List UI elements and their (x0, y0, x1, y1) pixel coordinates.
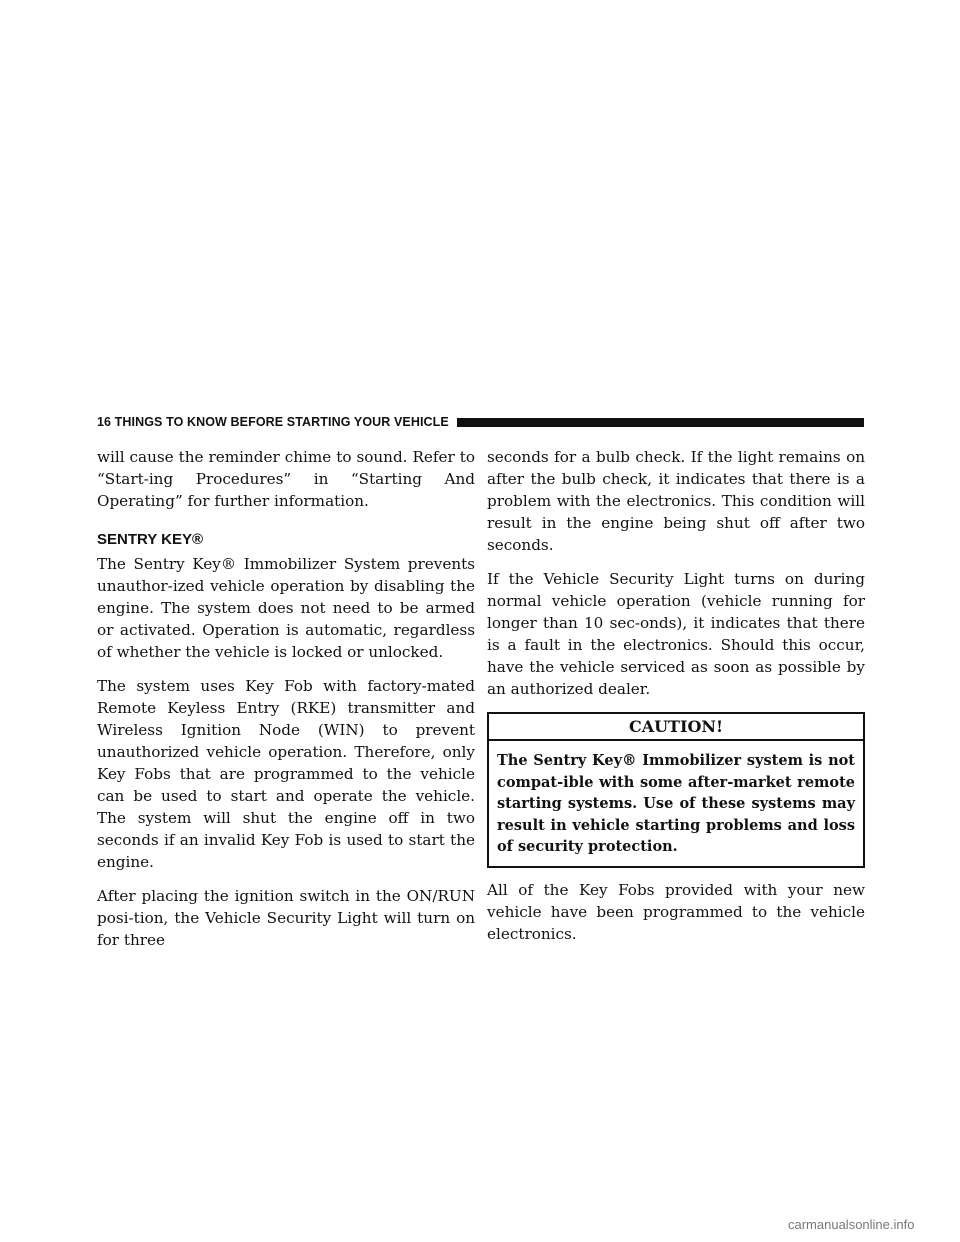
watermark: carmanualsonline.info (788, 1217, 915, 1232)
paragraph: If the Vehicle Security Light turns on during normal vehicle operation (vehicle running for longer than 10 sec-onds), it indicates that there is a fault in the electronics. Should this occur, have the vehicle serviced as soon as possible by an authorized dealer. (487, 570, 865, 698)
paragraph: All of the Key Fobs provided with your new vehicle have been programmed to the vehicle electronics. (487, 880, 865, 943)
caution-box (487, 712, 865, 868)
paragraph: The system uses Key Fob with factory-mated Remote Keyless Entry (RKE) transmitter and Wireless Ignition Node (WIN) to prevent unauthorized vehicle operation. Therefore, only Key Fobs that are programmed to the vehicle can be used to start and operate the vehicle. The system will shut the engine off in two seconds if an invalid Key Fob is used to start the engine. (97, 677, 475, 871)
page-header (97, 414, 864, 430)
header-rule (457, 418, 864, 427)
paragraph: seconds for a bulb check. If the light remains on after the bulb check, it indicates that there is a problem with the electronics. This condition will result in the engine being shut off after two seconds. (487, 448, 865, 554)
section-heading: SENTRY KEY® (97, 531, 204, 548)
caution-title: CAUTION! (489, 714, 863, 741)
left-column (97, 446, 475, 963)
caution-body: The Sentry Key® Immobilizer system is not compat-ible with some after-market remote starting systems. Use of these systems may result in vehicle starting problems and loss of security protection. (497, 752, 855, 855)
page-header-title: 16 THINGS TO KNOW BEFORE STARTING YOUR VEHICLE (97, 415, 449, 429)
paragraph: will cause the reminder chime to sound. Refer to “Start-ing Procedures” in “Starting And Operating” for further information. (97, 448, 475, 510)
paragraph: After placing the ignition switch in the ON/RUN posi-tion, the Vehicle Security Light will turn on for three (97, 887, 475, 949)
right-column (487, 446, 865, 957)
paragraph: The Sentry Key® Immobilizer System prevents unauthor-ized vehicle operation by disabling the engine. The system does not need to be armed or activated. Operation is automatic, regardless of whether the vehicle is locked or unlocked. (97, 555, 475, 661)
